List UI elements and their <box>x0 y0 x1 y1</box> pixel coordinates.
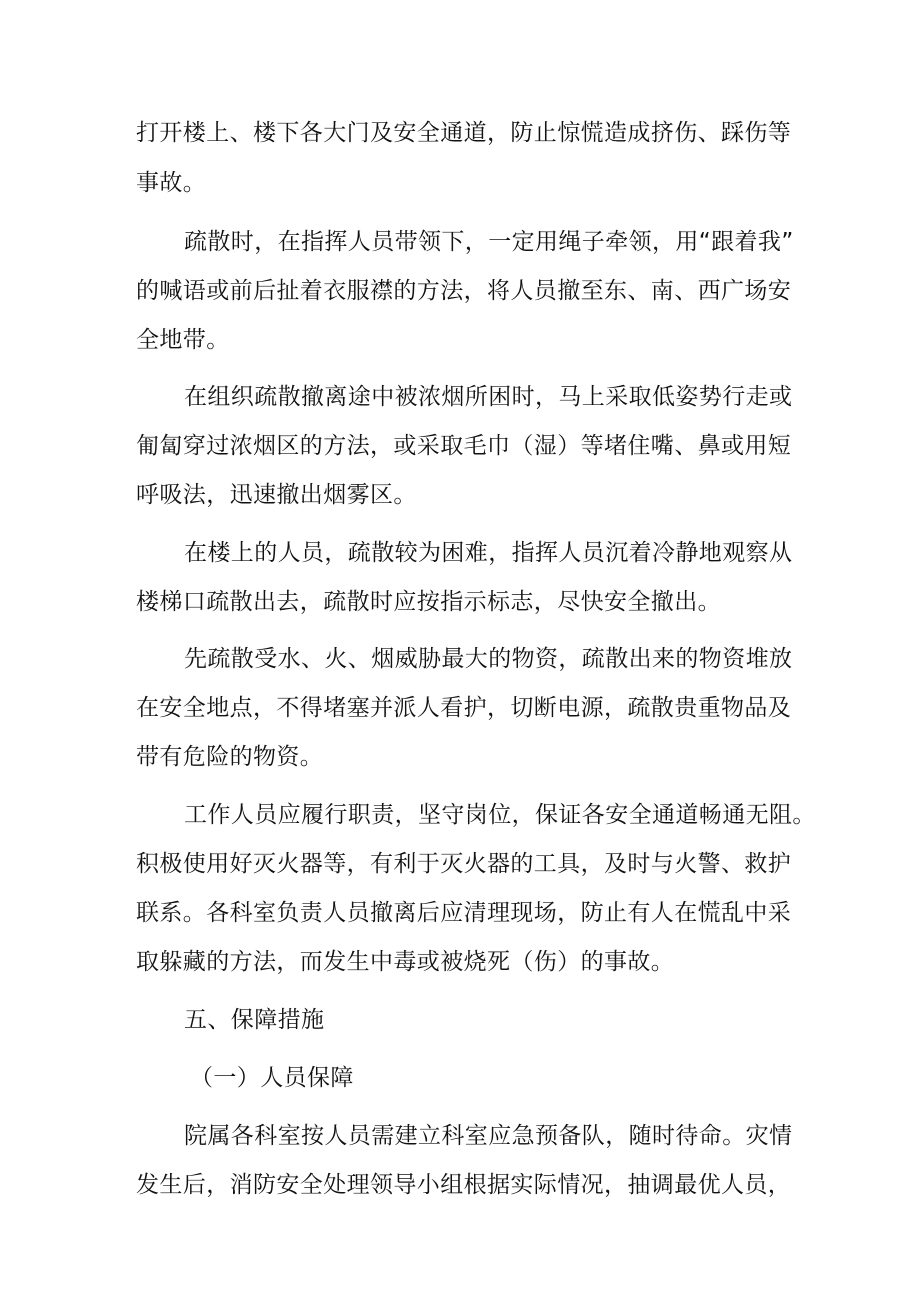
paragraph-line: 疏散时，在指挥人员带领下，一定用绳子牵领，用“跟着我” <box>184 229 794 255</box>
paragraph-line: 打开楼上、楼下各大门及安全通道，防止惊慌造成挤伤、踩伤等 <box>136 120 792 146</box>
paragraph-line: 在楼上的人员，疏散较为困难，指挥人员沉着冷静地观察从 <box>184 540 793 566</box>
paragraph-line: 匍匐穿过浓烟区的方法，或采取毛巾（湿）等堵住嘴、鼻或用短 <box>136 433 792 459</box>
subsection-heading: （一）人员保障 <box>190 1065 354 1091</box>
section-heading: 五、保障措施 <box>184 1007 325 1033</box>
paragraph-line: 院属各科室按人员需建立科室应急预备队，随时待命。灾情 <box>184 1123 793 1149</box>
paragraph-line: 积极使用好灭火器等，有利于灭火器的工具，及时与火警、救护 <box>136 851 792 877</box>
paragraph-line: 的喊语或前后扯着衣服襟的方法，将人员撤至东、南、西广场安 <box>136 278 792 304</box>
paragraph-line: 呼吸法，迅速撤出烟雾区。 <box>136 482 417 508</box>
paragraph-line: 联系。各科室负责人员撤离后应清理现场，防止有人在慌乱中采 <box>136 900 792 926</box>
paragraph-line: 楼梯口疏散出去，疏散时应按指示标志，尽快安全撤出。 <box>136 589 721 615</box>
paragraph-line: 事故。 <box>136 170 207 196</box>
paragraph-line: 全地带。 <box>136 327 230 353</box>
paragraph-line: 取躲藏的方法，而发生中毒或被烧死（伤）的事故。 <box>136 949 675 975</box>
paragraph-line: 工作人员应履行职责，坚守岗位，保证各安全通道畅通无阻。 <box>184 802 816 828</box>
paragraph-line: 在组织疏散撤离途中被浓烟所困时，马上采取低姿势行走或 <box>184 384 793 410</box>
paragraph-line: 在安全地点，不得堵塞并派人看护，切断电源，疏散贵重物品及 <box>136 695 792 721</box>
paragraph-line: 发生后，消防安全处理领导小组根据实际情况，抽调最优人员， <box>136 1172 792 1198</box>
paragraph-line: 带有危险的物资。 <box>136 744 324 770</box>
paragraph-line: 先疏散受水、火、烟威胁最大的物资，疏散出来的物资堆放 <box>184 646 793 672</box>
